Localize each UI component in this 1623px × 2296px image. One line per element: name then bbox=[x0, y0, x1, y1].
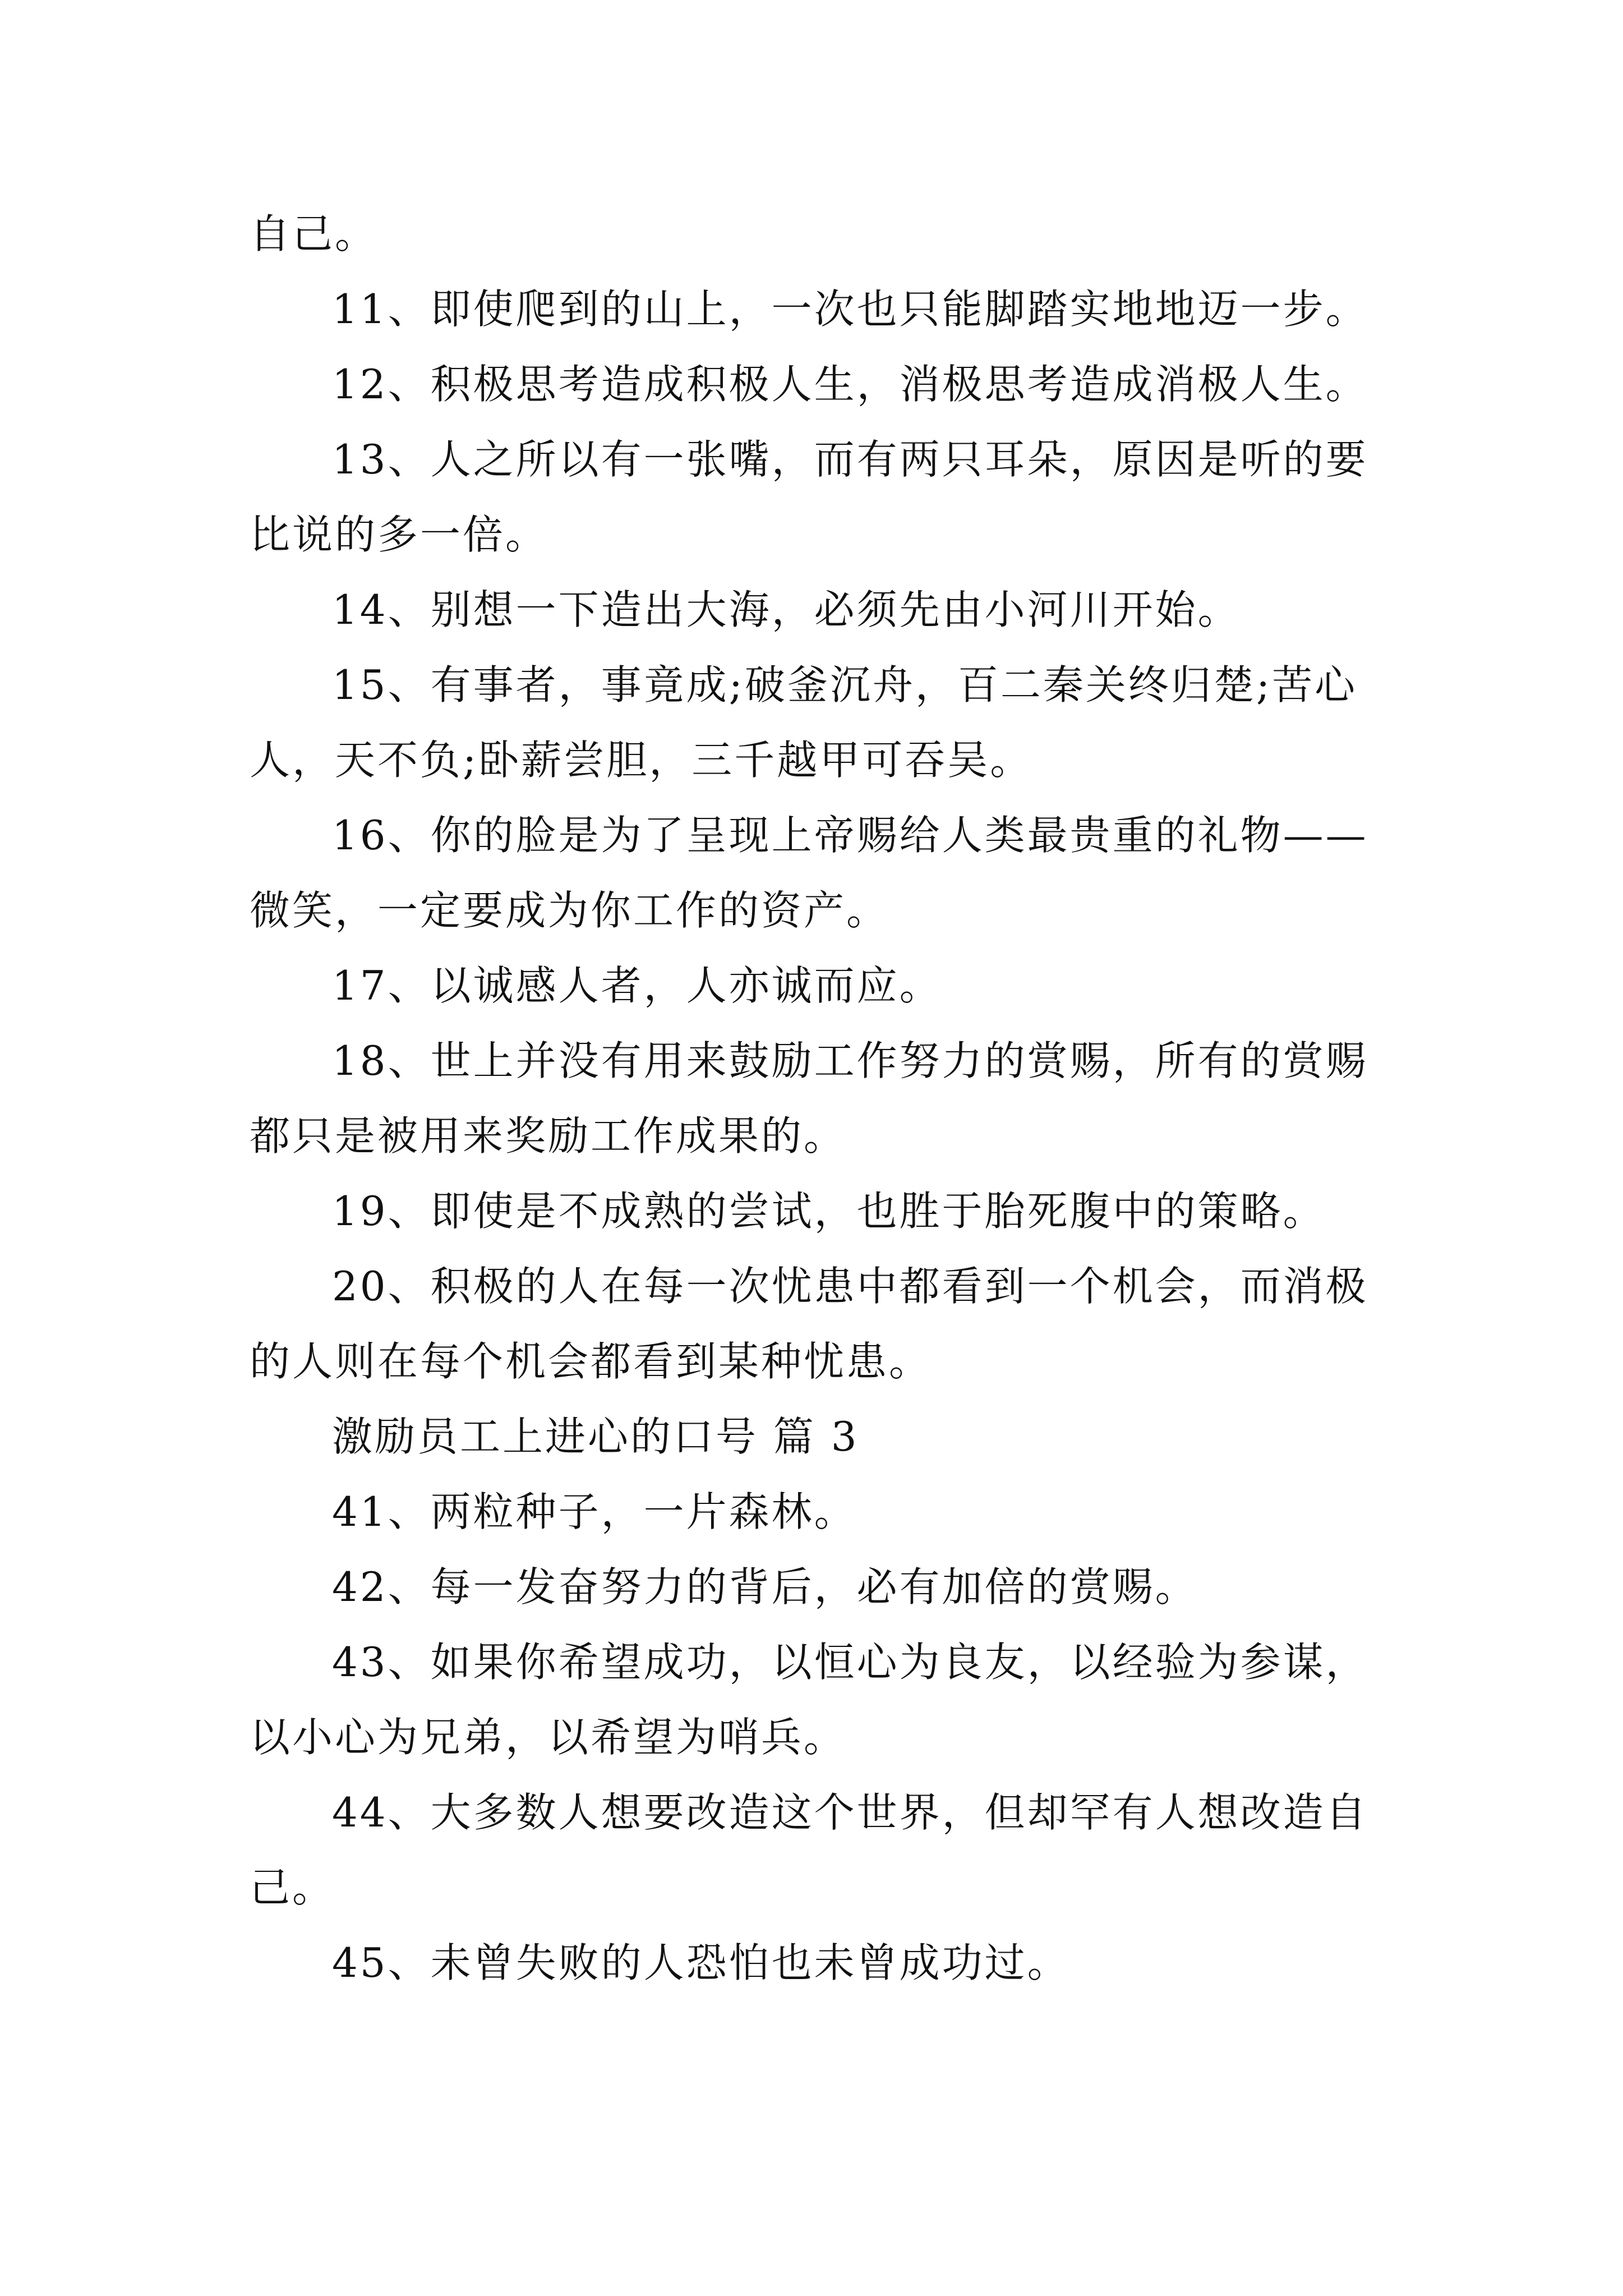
slogan-13: 13、人之所以有一张嘴，而有两只耳朵，原因是听的要比说的多一倍。 bbox=[250, 436, 1368, 558]
slogan-43: 43、如果你希望成功，以恒心为良友，以经验为参谋，以小心为兄弟，以希望为哨兵。 bbox=[250, 1639, 1368, 1761]
slogan-15: 15、有事者，事竟成;破釜沉舟，百二秦关终归楚;苦心人，天不负;卧薪尝胆，三千越甲可吞吴。 bbox=[250, 661, 1358, 784]
slogan-12: 12、积极思考造成积极人生，消极思考造成消极人生。 bbox=[332, 361, 1368, 408]
slogan-16: 16、你的脸是为了呈现上帝赐给人类最贵重的礼物——微笑，一定要成为你工作的资产。 bbox=[250, 812, 1368, 934]
slogan-44: 44、大多数人想要改造这个世界，但却罕有人想改造自己。 bbox=[250, 1789, 1368, 1911]
slogan-41: 41、两粒种子，一片森林。 bbox=[332, 1488, 857, 1535]
slogan-42: 42、每一发奋努力的背后，必有加倍的赏赐。 bbox=[332, 1563, 1198, 1611]
section-heading: 激励员工上进心的口号 篇 3 bbox=[332, 1413, 859, 1460]
paragraph-continuation: 自己。 bbox=[250, 210, 378, 257]
slogan-19: 19、即使是不成熟的尝试，也胜于胎死腹中的策略。 bbox=[332, 1188, 1326, 1235]
slogan-14: 14、别想一下造出大海，必须先由小河川开始。 bbox=[332, 586, 1241, 633]
slogan-17: 17、以诚感人者，人亦诚而应。 bbox=[332, 962, 942, 1009]
slogan-20: 20、积极的人在每一次忧患中都看到一个机会，而消极的人则在每个机会都看到某种忧患。 bbox=[250, 1263, 1368, 1385]
slogan-11: 11、即使爬到的山上，一次也只能脚踏实地地迈一步。 bbox=[332, 286, 1368, 333]
document-body bbox=[250, 196, 1394, 2000]
slogan-45: 45、未曾失败的人恐怕也未曾成功过。 bbox=[332, 1939, 1070, 1986]
slogan-18: 18、世上并没有用来鼓励工作努力的赏赐，所有的赏赐都只是被用来奖励工作成果的。 bbox=[250, 1037, 1368, 1159]
